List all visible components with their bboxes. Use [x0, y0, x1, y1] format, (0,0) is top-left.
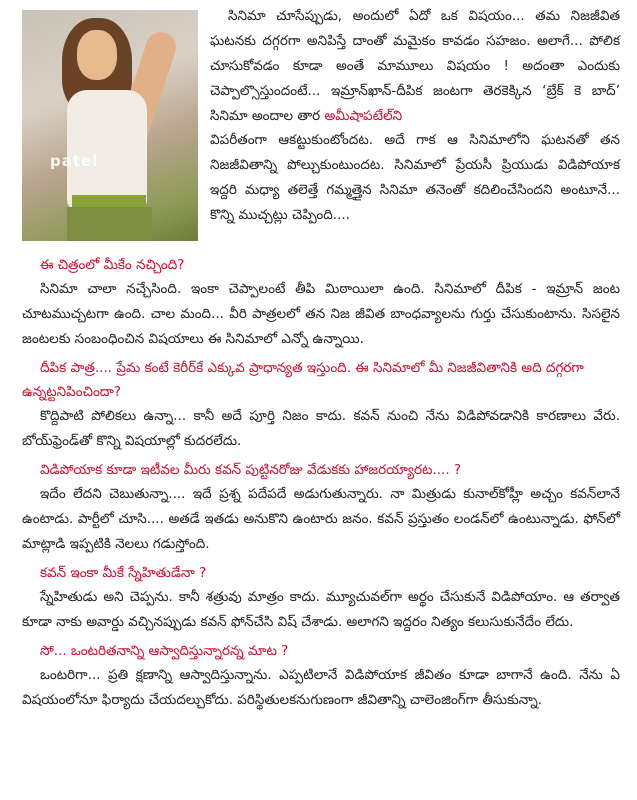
qa-item: [22, 356, 620, 454]
answer: కొద్దిపాటి పోలికలు ఉన్నా... కానీ అదే పూర్తి నిజం కాదు. కవన్ నుంచి నేను విడిపోవడానికి కారణాలు వేరు. బోయ్‌ఫ్రెండ్‌తో కొన్ని విషయాల్లో కుదరలేదు.: [22, 408, 620, 449]
question: విడిపోయాక కూడా ఇటీవల మీరు కవన్ పుట్టినరోజు వేడుకకు హాజరయ్యారట.... ?: [40, 462, 462, 478]
qa-item: [22, 253, 620, 352]
intro-paragraph: సినిమా చూసేప్పుడు, అందులో ఏదో ఒక విషయం... తమ నిజజీవిత ఘటనకు దగ్గరగా అనిపిస్తే దాంతో మమైకం కావడం సహజం. అలాగే... పోలిక చూసుకోవడం కూడా అంతే మామూలు విషయం ! అదంతా ఎందుకు చెప్పాల్సొస్తుందంటే... ఇమ్రాన్‌ఖాన్-దీపిక జంటగా తెరకెక్కిన ‘బ్రేక్ కె బాద్’ సినిమా అందాల తార అమీషాపటేల్‌ని: [210, 8, 620, 124]
qa-item: [22, 561, 620, 635]
answer: ఒంటరిగా... ప్రతి క్షణాన్ని ఆస్వాదిస్తున్నాను. ఎప్పటిలానే విడిపోయాక జీవితం కూడా బాగానే ఉంది. నేను ఏ విషయంలోనూ ఫిర్యాదు చేయదల్చుకోదు. పరిస్థితులకనుగుణంగా జీవితాన్ని చాలెంజింగ్‌గా తీసుకున్నా.: [22, 667, 620, 708]
question: కవన్ ఇంకా మీకే స్నేహితుడేనా ?: [40, 565, 207, 581]
qa-item: [22, 639, 620, 713]
question: సో... ఒంటరితనాన్ని ఆస్వాదిస్తున్నారన్న మాట ?: [40, 643, 289, 659]
intro-block: [210, 4, 620, 129]
answer: సినిమా చాలా నచ్చేసింది. ఇంకా చెప్పాలంటే తీపి మిఠాయిలా ఉంది. సినిమాలో దీపిక - ఇమ్రాన్ జంట చూటముచ్చటగా ఉంది. చాల మంది... వీరి పాత్రలలో తన నిజ జీవిత బాంధవ్యాలను గుర్తు చేసుకుంటాను. సిసలైన జంటలకు సంబంధించిన విషయాలు ఈ సినిమాలో ఎన్నో ఉన్నాయి.: [22, 281, 620, 347]
answer: స్నేహితుడు అని చెప్పను. కానీ శత్రువు మాత్రం కాదు. మ్యూచువల్‌గా అర్థం చేసుకునే విడిపోయాం. ఆ తర్వాత కూడా నాకు అవార్డు వచ్చినప్పుడు కవన్ ఫోన్‌చేసి విష్ చేశాడు. అలాగని ఇద్దరం నిత్యం కలుసుకునేదేం లేదు.: [22, 589, 620, 630]
highlight-name: అమీషాపటేల్‌ని: [324, 108, 403, 124]
intro-continuation: విపరీతంగా ఆకట్టుకుంటోందట. అదే గాక ఆ సినిమాలోని ఘటనతో తన నిజజీవితాన్ని పోల్చుకుంటుందట. సినిమాలో ప్రేయసీ ప్రియుడు విడిపోయాక ఇద్దరి మధ్యా తలెత్తే గమ్మత్తైన సినిమా తనెంతో కదిలించేసిందని అంటూనే... కొన్ని ముచ్చట్లు చెప్పింది....: [210, 132, 620, 223]
photo-watermark: patel: [50, 152, 99, 170]
question: దీపిక పాత్ర.... ప్రేమ కంటే కెరీర్‌కే ఎక్కువ ప్రాధాన్యత ఇస్తుంది. ఈ సినిమాలో మీ నిజజీవితానికి అది దగ్గరగా ఉన్నట్టనిపించిందా?: [22, 360, 584, 400]
question: ఈ చిత్రంలో మీకేం నచ్చింది?: [40, 257, 185, 273]
qa-section: [22, 253, 620, 713]
qa-item: [22, 458, 620, 557]
answer: ఇదేం లేదని చెబుతున్నా.... ఇదే ప్రశ్న పదేపదే అడుగుతున్నారు. నా మిత్రుడు కునాల్‌కోహ్లీ అచ్చం కవన్‌లానే ఉంటాడు. పార్టీలో చూసి.... అతడే ఇతడు అనుకొని ఉంటారు జనం. కవన్ ప్రస్తుతం లండన్‌లో ఉంటున్నాడు. ఫోన్‌లో మాట్లాడి ఇప్పటికి నెలలు గడుస్తోంది.: [22, 486, 620, 552]
